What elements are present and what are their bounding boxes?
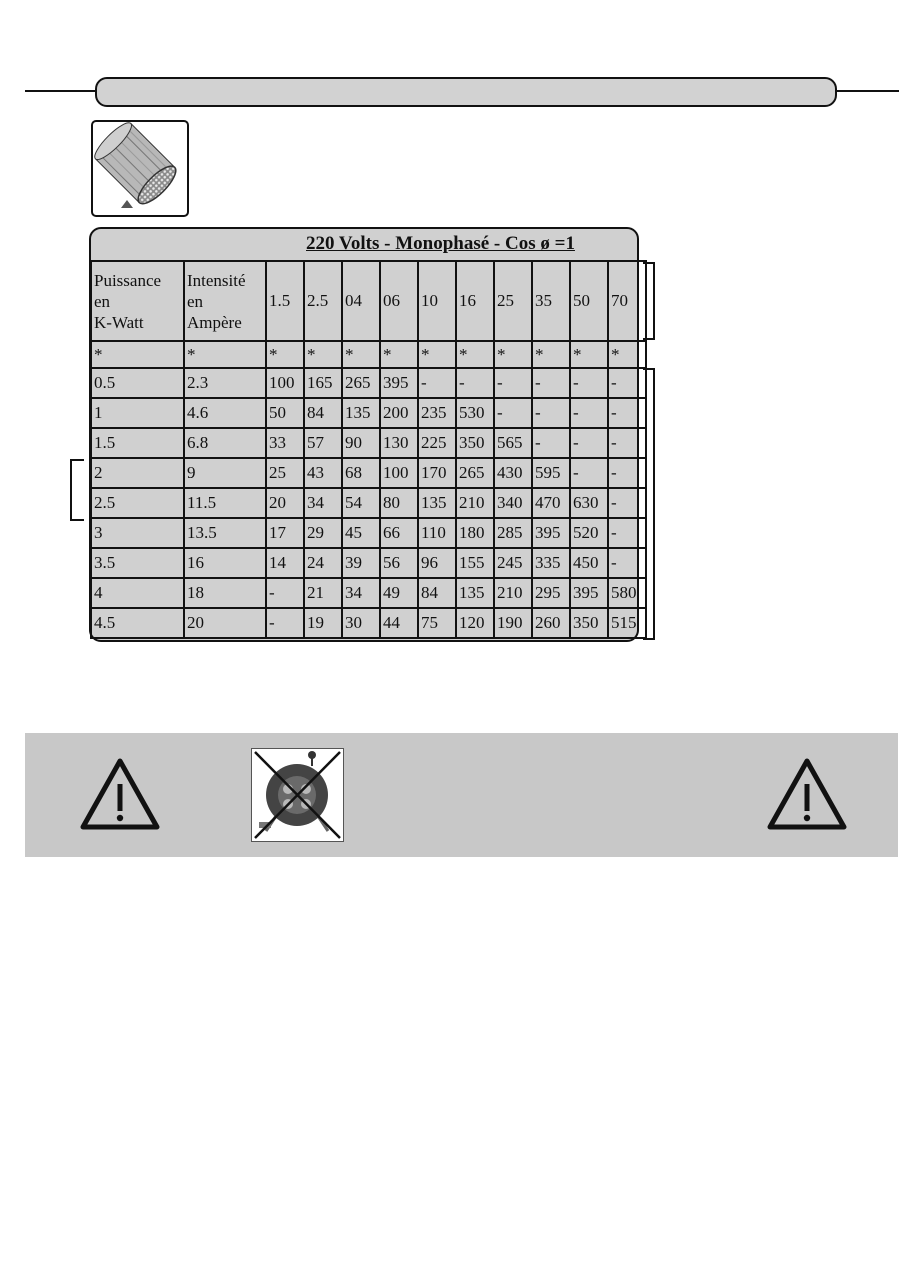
table-row xyxy=(91,368,646,398)
length-cell: 265 xyxy=(456,458,494,488)
length-cell: - xyxy=(532,398,570,428)
length-cell: 45 xyxy=(342,518,380,548)
header-section-7: 25 xyxy=(494,261,532,341)
length-cell: 450 xyxy=(570,548,608,578)
no-cable-reel-icon xyxy=(252,749,343,841)
star-cell: * xyxy=(532,341,570,368)
star-cell: * xyxy=(494,341,532,368)
power-cell: 4.5 xyxy=(91,608,184,638)
star-cell: * xyxy=(304,341,342,368)
star-cell: * xyxy=(456,341,494,368)
length-cell: - xyxy=(494,368,532,398)
length-cell: 170 xyxy=(418,458,456,488)
header-rule-left xyxy=(25,90,97,92)
length-cell: 17 xyxy=(266,518,304,548)
length-cell: 515 xyxy=(608,608,646,638)
table-title: 220 Volts - Monophasé - Cos ø =1 xyxy=(306,233,575,254)
star-cell: * xyxy=(91,341,184,368)
length-cell: 350 xyxy=(456,428,494,458)
current-cell: 6.8 xyxy=(184,428,266,458)
length-cell: 210 xyxy=(494,578,532,608)
length-cell: 84 xyxy=(418,578,456,608)
header-bracket-right xyxy=(643,262,655,340)
warning-triangle-icon xyxy=(766,757,848,831)
length-cell: 470 xyxy=(532,488,570,518)
current-cell: 9 xyxy=(184,458,266,488)
length-cell: - xyxy=(456,368,494,398)
length-cell: - xyxy=(418,368,456,398)
length-cell: 340 xyxy=(494,488,532,518)
length-cell: 66 xyxy=(380,518,418,548)
power-cell: 2.5 xyxy=(91,488,184,518)
length-cell: 135 xyxy=(342,398,380,428)
header-rule-right xyxy=(835,90,899,92)
length-cell: 21 xyxy=(304,578,342,608)
length-cell: 75 xyxy=(418,608,456,638)
header-section-2: 2.5 xyxy=(304,261,342,341)
length-cell: 565 xyxy=(494,428,532,458)
header-power-line-2: en xyxy=(94,291,111,311)
length-cell: 595 xyxy=(532,458,570,488)
length-cell: 395 xyxy=(532,518,570,548)
header-section-6: 16 xyxy=(456,261,494,341)
length-cell: 14 xyxy=(266,548,304,578)
length-cell: - xyxy=(608,398,646,428)
header-section-5: 10 xyxy=(418,261,456,341)
warning-triangle-icon xyxy=(79,757,161,831)
length-cell: 20 xyxy=(266,488,304,518)
length-cell: 90 xyxy=(342,428,380,458)
length-cell: - xyxy=(570,398,608,428)
length-cell: 19 xyxy=(304,608,342,638)
power-cell: 3 xyxy=(91,518,184,548)
length-cell: 395 xyxy=(380,368,418,398)
current-cell: 16 xyxy=(184,548,266,578)
length-cell: - xyxy=(608,458,646,488)
row-bracket-left xyxy=(70,459,84,521)
length-cell: - xyxy=(266,608,304,638)
length-cell: 155 xyxy=(456,548,494,578)
header-current-line-3: Ampère xyxy=(187,312,242,332)
star-cell: * xyxy=(570,341,608,368)
star-cell: * xyxy=(342,341,380,368)
length-cell: 260 xyxy=(532,608,570,638)
current-cell: 18 xyxy=(184,578,266,608)
power-cell: 3.5 xyxy=(91,548,184,578)
power-cell: 4 xyxy=(91,578,184,608)
length-cell: - xyxy=(608,488,646,518)
length-cell: 335 xyxy=(532,548,570,578)
no-cable-reel-frame xyxy=(251,748,344,842)
length-cell: - xyxy=(608,428,646,458)
table-body xyxy=(91,368,646,638)
length-cell: 265 xyxy=(342,368,380,398)
cable-length-table xyxy=(90,260,647,639)
length-cell: 96 xyxy=(418,548,456,578)
length-cell: 630 xyxy=(570,488,608,518)
table-row xyxy=(91,458,646,488)
table-row xyxy=(91,488,646,518)
length-cell: - xyxy=(570,428,608,458)
length-cell: 44 xyxy=(380,608,418,638)
table-header-row xyxy=(91,261,646,341)
length-cell: - xyxy=(608,548,646,578)
length-cell: 25 xyxy=(266,458,304,488)
length-cell: 49 xyxy=(380,578,418,608)
current-cell: 20 xyxy=(184,608,266,638)
length-cell: 135 xyxy=(456,578,494,608)
length-cell: - xyxy=(608,368,646,398)
table-row xyxy=(91,398,646,428)
header-section-10: 70 xyxy=(608,261,646,341)
length-cell: 29 xyxy=(304,518,342,548)
header-power xyxy=(91,261,184,341)
length-cell: - xyxy=(494,398,532,428)
length-cell: 430 xyxy=(494,458,532,488)
length-cell: 39 xyxy=(342,548,380,578)
header-section-4: 06 xyxy=(380,261,418,341)
length-cell: 34 xyxy=(342,578,380,608)
length-cell: 130 xyxy=(380,428,418,458)
table-star-row xyxy=(91,341,646,368)
header-section-8: 35 xyxy=(532,261,570,341)
header-section-9: 50 xyxy=(570,261,608,341)
length-cell: - xyxy=(266,578,304,608)
length-cell: 30 xyxy=(342,608,380,638)
length-cell: 210 xyxy=(456,488,494,518)
star-cell: * xyxy=(608,341,646,368)
header-power-line-1: Puissance xyxy=(94,270,162,290)
length-cell: 43 xyxy=(304,458,342,488)
section-title-bar xyxy=(95,77,837,107)
length-cell: 580 xyxy=(608,578,646,608)
cable-icon-frame xyxy=(91,120,189,217)
table-row xyxy=(91,518,646,548)
length-cell: - xyxy=(570,368,608,398)
header-current-line-2: en xyxy=(187,291,204,311)
length-cell: 530 xyxy=(456,398,494,428)
star-cell: * xyxy=(184,341,266,368)
power-cell: 0.5 xyxy=(91,368,184,398)
length-cell: - xyxy=(570,458,608,488)
length-cell: 225 xyxy=(418,428,456,458)
length-cell: 54 xyxy=(342,488,380,518)
header-section-1: 1.5 xyxy=(266,261,304,341)
length-cell: 520 xyxy=(570,518,608,548)
length-cell: 24 xyxy=(304,548,342,578)
length-cell: 56 xyxy=(380,548,418,578)
star-cell: * xyxy=(266,341,304,368)
current-cell: 13.5 xyxy=(184,518,266,548)
length-cell: 80 xyxy=(380,488,418,518)
length-cell: 190 xyxy=(494,608,532,638)
table-row xyxy=(91,608,646,638)
length-cell: 100 xyxy=(380,458,418,488)
length-cell: 50 xyxy=(266,398,304,428)
header-current xyxy=(184,261,266,341)
length-cell: 135 xyxy=(418,488,456,518)
cable-cross-section-icon xyxy=(93,122,187,215)
length-cell: 295 xyxy=(532,578,570,608)
star-cell: * xyxy=(380,341,418,368)
power-cell: 2 xyxy=(91,458,184,488)
header-section-3: 04 xyxy=(342,261,380,341)
length-cell: - xyxy=(532,428,570,458)
power-cell: 1 xyxy=(91,398,184,428)
length-cell: 235 xyxy=(418,398,456,428)
header-power-line-3: K-Watt xyxy=(94,312,144,332)
length-cell: 120 xyxy=(456,608,494,638)
length-cell: - xyxy=(608,518,646,548)
power-cell: 1.5 xyxy=(91,428,184,458)
table-row xyxy=(91,428,646,458)
length-cell: 100 xyxy=(266,368,304,398)
length-cell: 110 xyxy=(418,518,456,548)
current-cell: 11.5 xyxy=(184,488,266,518)
length-cell: 57 xyxy=(304,428,342,458)
length-cell: 245 xyxy=(494,548,532,578)
length-cell: 33 xyxy=(266,428,304,458)
length-cell: - xyxy=(532,368,570,398)
length-cell: 165 xyxy=(304,368,342,398)
length-cell: 200 xyxy=(380,398,418,428)
length-cell: 180 xyxy=(456,518,494,548)
header-current-line-1: Intensité xyxy=(187,270,246,290)
length-cell: 395 xyxy=(570,578,608,608)
current-cell: 2.3 xyxy=(184,368,266,398)
star-cell: * xyxy=(418,341,456,368)
length-cell: 84 xyxy=(304,398,342,428)
length-cell: 34 xyxy=(304,488,342,518)
table-row xyxy=(91,548,646,578)
table-row xyxy=(91,578,646,608)
length-cell: 68 xyxy=(342,458,380,488)
length-cell: 350 xyxy=(570,608,608,638)
length-cell: 285 xyxy=(494,518,532,548)
data-bracket-right xyxy=(643,368,655,640)
current-cell: 4.6 xyxy=(184,398,266,428)
